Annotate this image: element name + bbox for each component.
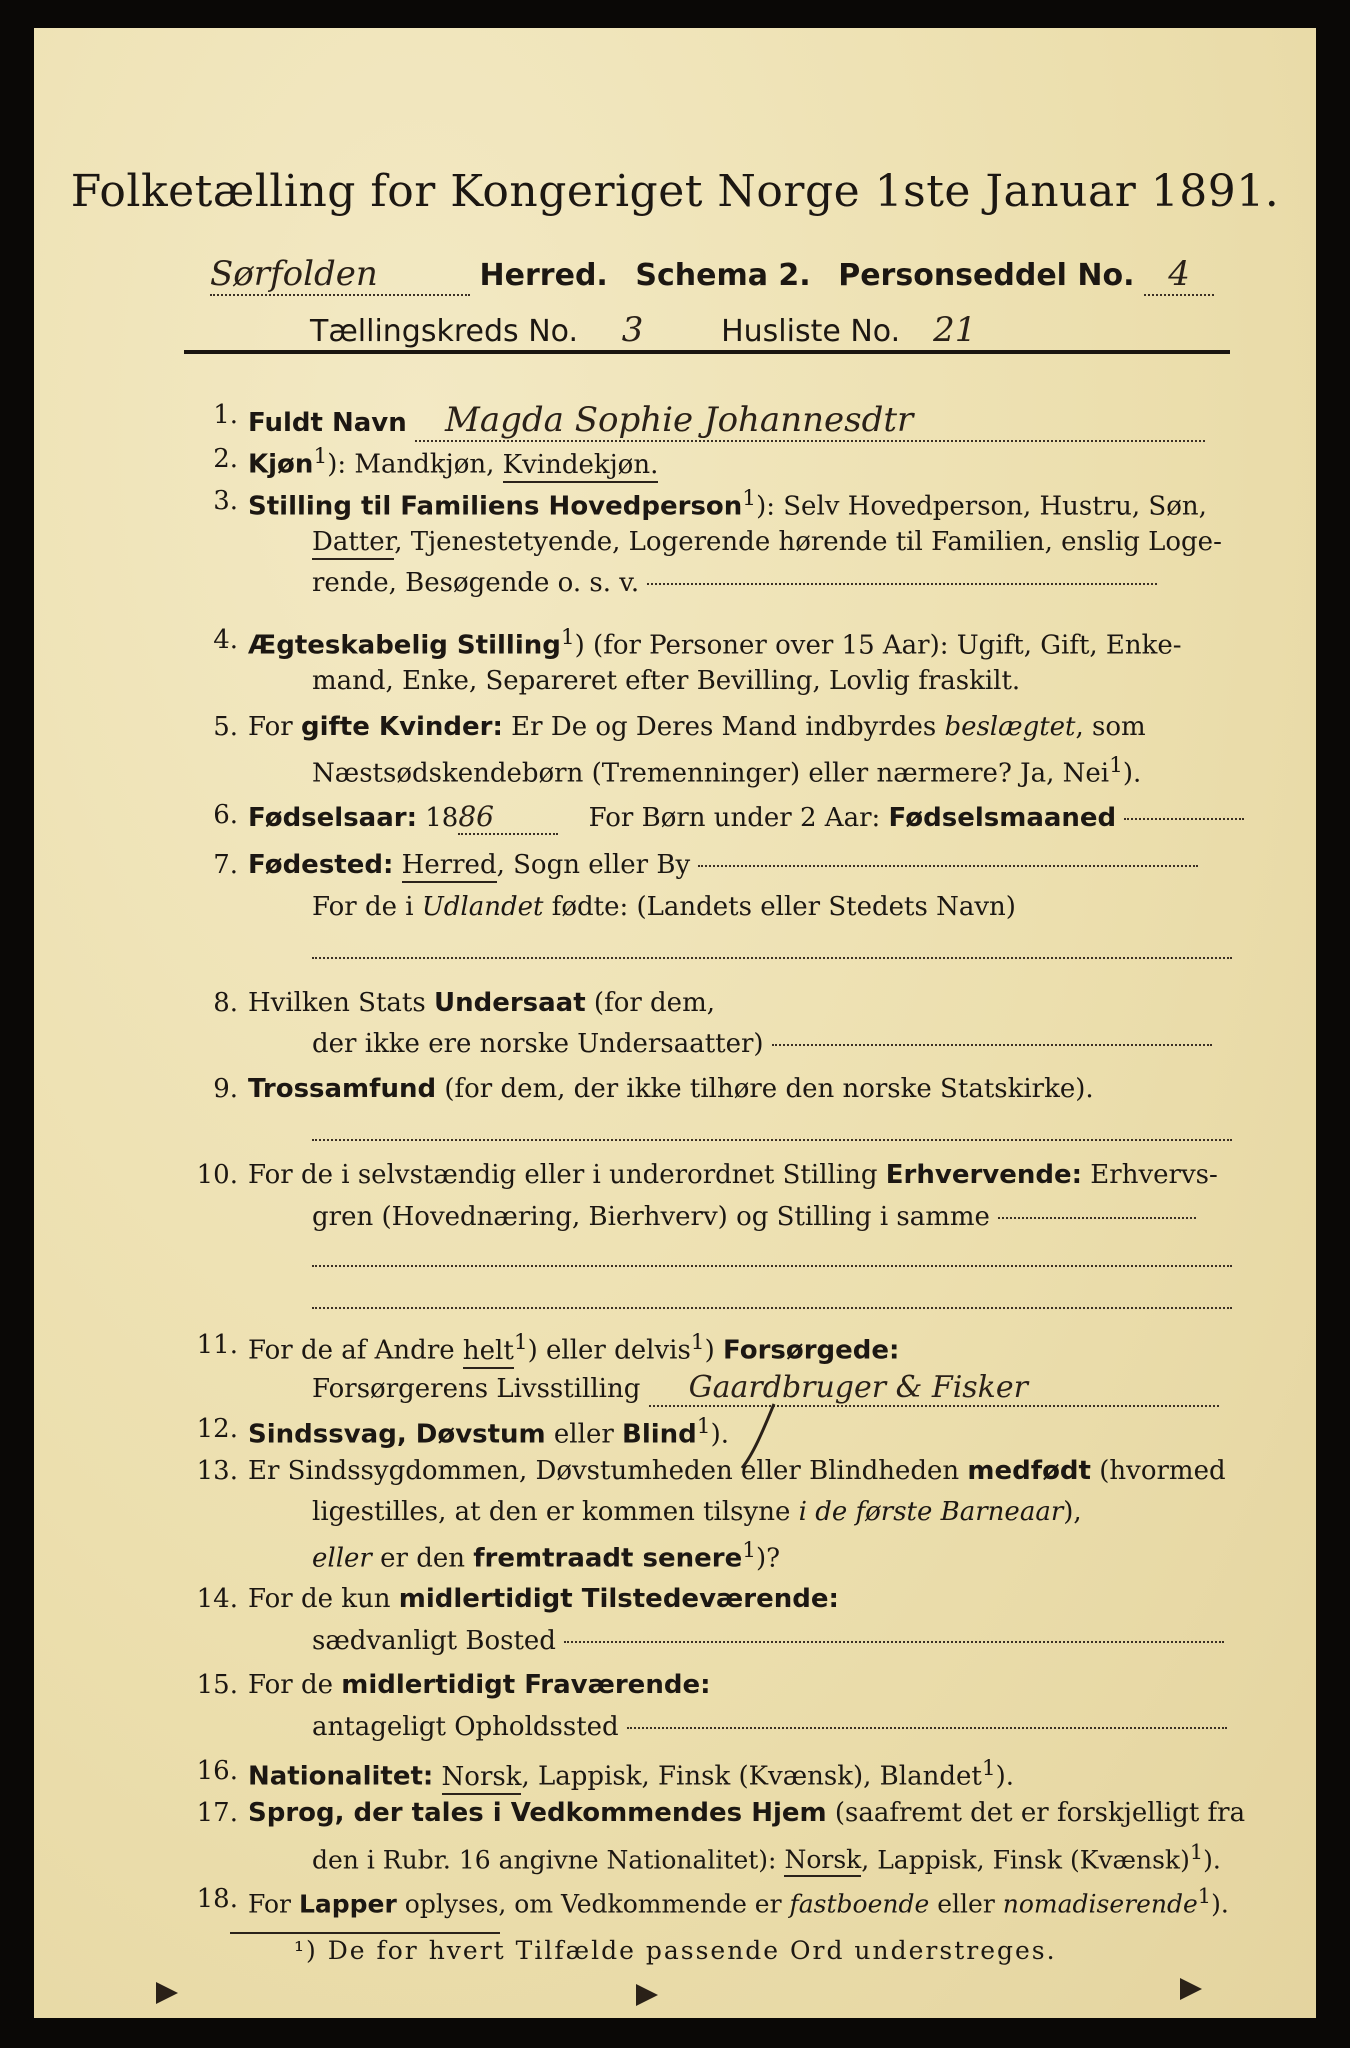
nationality-text-b: , Lappisk, Finsk (Kvænsk), Blandet (521, 1761, 982, 1792)
field-7-line-a (248, 850, 1198, 880)
field-8-line-a (248, 988, 715, 1018)
field-10-line-c (312, 1250, 1232, 1280)
personseddel-value: 4 (1144, 254, 1214, 296)
kreds-label: Tællingskreds No. (310, 314, 578, 349)
footnote-marker: 1 (313, 444, 328, 469)
field-16-line (248, 1756, 1014, 1792)
lapp-text-b: oplyses, om Vedkommende er (396, 1889, 790, 1919)
field-9-line-b (312, 1124, 1232, 1154)
field-13-line-a (248, 1456, 1226, 1486)
occupation-text-b: Erhvervs- (1082, 1160, 1218, 1190)
binding-mark-icon (632, 1980, 662, 2010)
language-text-a: (saafremt det er forskjelligt fra (826, 1798, 1246, 1828)
field-8-number: 8. (213, 988, 238, 1018)
kreds-line (310, 310, 1000, 352)
field-10-number: 10. (196, 1160, 238, 1190)
binding-mark-icon (1176, 1974, 1206, 2004)
birth-month-label: Fødselsmaaned (888, 803, 1117, 833)
disability-text-a: eller (545, 1419, 623, 1450)
birth-month-text: For Børn under 2 Aar: (588, 803, 889, 833)
footnote-rule (230, 1932, 500, 1934)
temporary-absent-text-a: For de (248, 1670, 342, 1700)
field-2-line (248, 444, 658, 480)
temporary-present-text-a: For de kun (248, 1584, 399, 1614)
family-position-text-a: ): Selv Hovedperson, Hustru, Søn, (756, 491, 1207, 522)
field-17-line-a (248, 1798, 1245, 1828)
citizenship-text-c: der ikke ere norske Undersaatter) (312, 1029, 764, 1059)
lapp-text-e: nomadiserende (1002, 1889, 1198, 1919)
field-7-number: 7. (213, 850, 238, 880)
field-18-line (248, 1884, 1229, 1918)
dotted-fill (698, 865, 1198, 867)
field-17-number: 17. (196, 1798, 238, 1828)
temporary-absent-label: midlertidigt Fraværende: (341, 1670, 711, 1700)
field-6-number: 6. (213, 800, 238, 830)
footnote: ¹) De for hvert Tilfælde passende Ord understreges. (294, 1936, 1057, 1965)
sex-options-text: ): Mandkjøn, (327, 449, 503, 480)
footnote-marker: 1 (560, 625, 575, 650)
nationality-selected: Norsk (442, 1762, 522, 1795)
sex-selected: Kvindekjøn. (503, 450, 659, 483)
supported-text-a: For de af Andre (248, 1335, 463, 1366)
language-text-e: ). (1203, 1845, 1221, 1875)
nationality-label: Nationalitet: (248, 1761, 434, 1792)
dotted-fill (312, 1265, 1232, 1267)
usual-residence-label: sædvanligt Bosted (312, 1626, 556, 1656)
field-10-line-b (312, 1202, 1196, 1232)
footnote-marker: 1 (981, 1756, 996, 1781)
field-3-line-a (248, 486, 1207, 522)
field-10-line-a (248, 1160, 1218, 1190)
language-text-b: den i Rubr. 16 angivne Nationalitet): (312, 1845, 785, 1875)
congenital-label: medfødt (967, 1456, 1091, 1486)
religion-text-a: (for dem, der ikke tilhøre den norske Statskirke). (436, 1074, 1094, 1104)
field-1-number: 1. (213, 400, 238, 430)
header-rule (184, 350, 1230, 354)
field-1-line (248, 400, 1205, 442)
citizenship-label: Undersaat (433, 988, 586, 1018)
field-16-number: 16. (196, 1756, 238, 1786)
birthplace-text-c: For de i (312, 892, 422, 922)
nationality-text-c: ). (995, 1761, 1015, 1792)
field-14-line-a (248, 1584, 839, 1614)
field-7-line-b (312, 892, 1016, 922)
congenital-text-h: )? (756, 1543, 781, 1574)
field-13-number: 13. (196, 1456, 238, 1486)
footnote-marker: 1 (696, 1414, 711, 1439)
field-9-line-a (248, 1074, 1094, 1104)
congenital-text-f: eller (312, 1543, 372, 1574)
field-17-line-b (312, 1840, 1221, 1874)
temporary-present-label: midlertidigt Tilstedeværende: (398, 1584, 839, 1614)
family-position-text-c: , Tjenestetyende, Logerende hørende til Familien, enslig Loge- (394, 527, 1222, 557)
footnote-marker: 1 (742, 486, 757, 511)
kreds-value: 3 (588, 310, 678, 352)
herred-value: Sørfolden (210, 254, 470, 296)
field-8-line-b (312, 1029, 1212, 1059)
birthplace-selected: Herred (402, 850, 497, 883)
family-position-label: Stilling til Familiens Hovedperson (248, 491, 743, 522)
field-9-number: 9. (213, 1074, 238, 1104)
disability-text-b: ). (710, 1419, 729, 1450)
field-11-line-a: For de af Andre helt$^1$) eller delvis$^1$) Forsørgede: (248, 1330, 899, 1366)
marital-status-text-a: ) (for Personer over 15 Aar): Ugift, Gift, Enke- (574, 630, 1182, 661)
field-3-line-b (312, 527, 1222, 557)
married-women-text-d: , som (1075, 712, 1146, 742)
marital-status-text-b: mand, Enke, Separeret efter Bevilling, Lovlig fraskilt. (312, 666, 1021, 696)
field-3-number: 3. (213, 486, 238, 516)
dotted-fill (772, 1044, 1212, 1046)
congenital-text-a: Er Sindssygdommen, Døvstumheden eller Blindheden (248, 1456, 968, 1486)
field-7-line-c (312, 942, 1232, 972)
dotted-fill (1124, 818, 1244, 820)
census-form-sheet (34, 28, 1316, 2018)
schema-label: Schema 2. (635, 258, 811, 293)
dotted-fill (998, 1217, 1196, 1219)
field-15-line-b (312, 1712, 1227, 1742)
congenital-text-g: er den (371, 1543, 474, 1574)
sex-label: Kjøn (248, 449, 314, 480)
congenital-text-e: ), (1063, 1497, 1082, 1527)
supported-label: Forsørgede: (723, 1335, 900, 1366)
personseddel-label: Personseddel No. (838, 258, 1135, 293)
supported-text-c: ) eller delvis (527, 1335, 691, 1366)
field-15-number: 15. (196, 1670, 238, 1700)
congenital-text-c: ligestilles, at den er kommen tilsyne (312, 1497, 799, 1527)
field-14-line-b (312, 1626, 1224, 1656)
congenital-text-d: i de første Barneaar (798, 1497, 1064, 1527)
married-women-text-c: beslægtet (944, 712, 1076, 742)
birthplace-label: Fødested: (248, 850, 394, 880)
disability-label: Sindssvag, Døvstum (248, 1419, 546, 1450)
citizenship-text-b: (for dem, (585, 988, 715, 1018)
supporter-occupation-value: Gaardbruger & Fisker (649, 1370, 1219, 1407)
field-3-line-c (312, 568, 1157, 598)
probable-residence-label: antageligt Opholdssted (312, 1712, 619, 1742)
field-13-line-b (312, 1497, 1082, 1527)
field-13-line-c (312, 1538, 780, 1574)
lapp-text-d: eller (929, 1889, 1003, 1919)
married-women-text-e: Næstsødskendebørn (Tremenninger) eller nærmere? Ja, Nei (312, 758, 1110, 789)
supported-selected: helt (463, 1336, 514, 1369)
occupation-text-a: For de i selvstændig eller i underordnet Stilling (248, 1160, 886, 1190)
full-name-label: Fuldt Navn (248, 408, 407, 438)
birth-year-prefix: 18 (417, 803, 459, 833)
field-4-line-b (312, 666, 1020, 696)
form-title: Folketælling for Kongeriget Norge 1ste Januar 1891. (70, 166, 1280, 217)
dotted-fill (312, 1307, 1232, 1309)
later-onset-label: fremtraadt senere (473, 1543, 743, 1574)
birthplace-text-e: fødte: (Landets eller Stedets Navn) (543, 892, 1016, 922)
field-14-number: 14. (196, 1584, 238, 1614)
binding-mark-icon (152, 1978, 182, 2008)
footnote-marker: 1 (690, 1330, 705, 1355)
field-5-line-a (248, 712, 1146, 742)
married-women-text-a: For (248, 712, 301, 742)
herred-label: Herred. (479, 258, 608, 293)
dotted-fill (647, 583, 1157, 585)
language-label: Sprog, der tales i Vedkommendes Hjem (248, 1798, 827, 1828)
field-2-number: 2. (213, 444, 238, 474)
language-text-d: , Lappisk, Finsk (Kvænsk) (861, 1845, 1190, 1875)
lapp-text-f: ). (1211, 1889, 1229, 1919)
full-name-value: Magda Sophie Johannesdtr (415, 400, 1205, 442)
supporter-occupation-label: Forsørgerens Livsstilling (312, 1374, 641, 1404)
field-6-line (248, 800, 1244, 835)
birth-year-value: 86 (458, 800, 558, 835)
field-18-number: 18. (196, 1884, 238, 1914)
dotted-fill (312, 957, 1232, 959)
family-position-text-d: rende, Besøgende o. s. v. (312, 568, 640, 598)
field-10-line-d (312, 1292, 1232, 1322)
field-12-number: 12. (196, 1414, 238, 1444)
field-5-line-b: Næstsødskendebørn (Tremenninger) eller nærmere? Ja, Nei$^1$). (312, 753, 1142, 789)
blind-label: Blind (622, 1419, 697, 1450)
lapp-text-c: fastboende (789, 1889, 930, 1919)
lapp-label: Lapper (298, 1889, 397, 1919)
dotted-fill (312, 1139, 1232, 1141)
family-position-selected: Datter (312, 527, 394, 560)
language-selected: Norsk (784, 1845, 861, 1877)
footnote-marker: 1 (742, 1538, 757, 1563)
occupation-text-c: gren (Hovednæring, Bierhverv) og Stilling i samme (312, 1202, 990, 1232)
birth-year-label: Fødselsaar: (248, 803, 417, 833)
birthplace-text-b: , Sogn eller By (496, 850, 691, 880)
occupation-label: Erhvervende: (885, 1160, 1083, 1190)
congenital-text-b: (hvormed (1090, 1456, 1226, 1486)
lapp-text-a: For (248, 1889, 299, 1919)
married-women-label: gifte Kvinder: (300, 712, 503, 742)
footnote-marker: 1 (513, 1330, 528, 1355)
dotted-fill (564, 1641, 1224, 1643)
footnote-marker: 1 (1197, 1884, 1212, 1908)
husliste-label: Husliste No. (721, 314, 901, 349)
herred-line (210, 254, 1214, 296)
religion-label: Trossamfund (248, 1074, 437, 1104)
footnote-marker: 1 (1109, 753, 1123, 778)
husliste-value: 21 (910, 310, 1000, 352)
field-11-number: 11. (196, 1330, 238, 1360)
field-4-number: 4. (213, 625, 238, 655)
footnote-marker: 1 (1189, 1840, 1204, 1864)
field-4-line-a (248, 625, 1182, 661)
marital-status-label: Ægteskabelig Stilling (248, 630, 561, 661)
married-women-text-b: Er De og Deres Mand indbyrdes (502, 712, 945, 742)
field-5-number: 5. (213, 712, 238, 742)
field-12-line (248, 1414, 729, 1450)
field-15-line-a (248, 1670, 710, 1700)
birthplace-text-d: Udlandet (421, 892, 544, 922)
dotted-fill (627, 1727, 1227, 1729)
citizenship-text-a: Hvilken Stats (248, 988, 434, 1018)
